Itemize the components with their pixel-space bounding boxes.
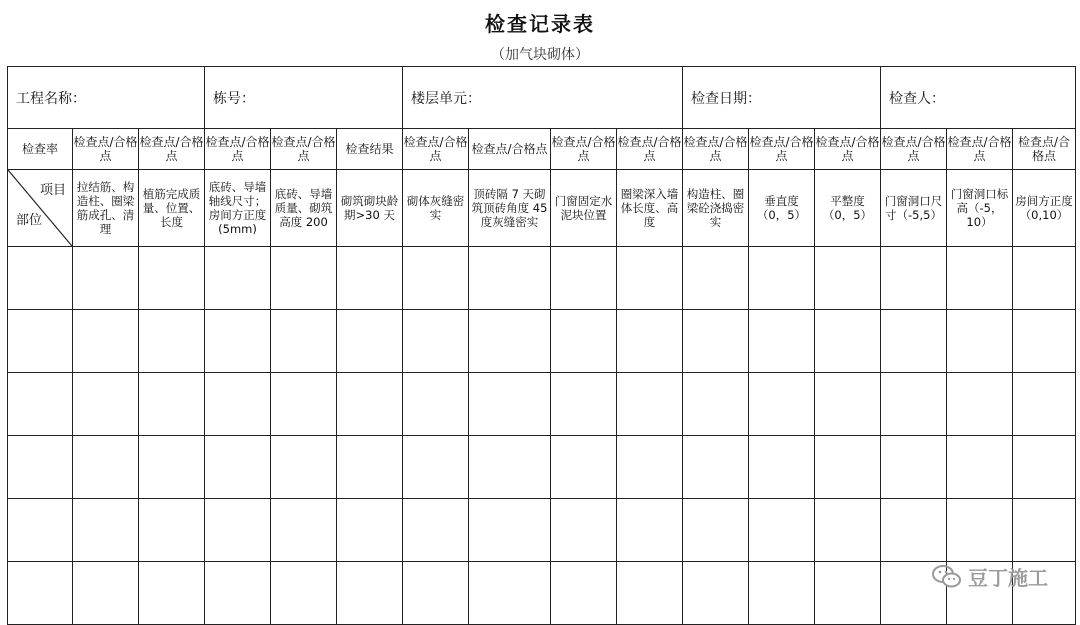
record-cell[interactable] [469,310,551,373]
item-description: 底砖、导墙质量、砌筑高度 200 [271,170,337,247]
column-header: 检查点/合格点 [947,129,1013,170]
record-cell[interactable] [881,310,947,373]
record-cell[interactable] [1013,247,1076,310]
record-cell[interactable] [205,436,271,499]
record-cell[interactable] [1013,310,1076,373]
item-description: 砌筑砌块龄期>30 天 [337,170,403,247]
check-date-cell: 检查日期： [683,67,881,129]
building-no-cell: 栋号： [205,67,403,129]
record-cell[interactable] [8,436,73,499]
record-cell[interactable] [617,310,683,373]
record-cell[interactable] [469,436,551,499]
record-cell[interactable] [337,310,403,373]
record-cell[interactable] [815,562,881,625]
record-cell[interactable] [139,436,205,499]
column-header: 检查点/合格点 [617,129,683,170]
column-header: 检查结果 [337,129,403,170]
record-cell[interactable] [683,247,749,310]
record-cell[interactable] [73,499,139,562]
item-description: 垂直度（0，5） [749,170,815,247]
record-cell[interactable] [337,562,403,625]
table-row [8,562,1076,625]
record-cell[interactable] [881,373,947,436]
record-cell[interactable] [403,373,469,436]
record-cell[interactable] [551,310,617,373]
record-cell[interactable] [749,247,815,310]
record-cell[interactable] [749,310,815,373]
record-cell[interactable] [469,247,551,310]
column-header: 检查点/合格点 [205,129,271,170]
record-cell[interactable] [947,373,1013,436]
record-cell[interactable] [749,562,815,625]
record-cell[interactable] [469,562,551,625]
column-header: 检查点/合格点 [551,129,617,170]
item-location-header [8,170,73,247]
item-description: 拉结筋、构造柱、圈梁筋成孔、清理 [73,170,139,247]
record-cell[interactable] [815,373,881,436]
record-cell[interactable] [73,436,139,499]
record-cell[interactable] [551,247,617,310]
project-name-cell: 工程名称： [8,67,205,129]
record-cell[interactable] [73,310,139,373]
record-cell[interactable] [73,373,139,436]
record-cell[interactable] [749,499,815,562]
record-cell[interactable] [205,247,271,310]
record-cell[interactable] [947,436,1013,499]
record-cell[interactable] [683,562,749,625]
record-cell[interactable] [749,373,815,436]
column-header: 检查点/合格点 [403,129,469,170]
item-description: 门窗洞口标高（-5，10） [947,170,1013,247]
column-header: 检查点/合格点 [139,129,205,170]
record-cell[interactable] [881,436,947,499]
record-cell[interactable] [139,310,205,373]
record-cell[interactable] [617,562,683,625]
record-cell[interactable] [617,373,683,436]
watermark-text: 豆丁施工 [968,566,1048,590]
location-label: 部位 [16,213,43,228]
column-header: 检查点/合格点 [815,129,881,170]
record-cell[interactable] [683,499,749,562]
record-cell[interactable] [551,373,617,436]
record-cell[interactable] [881,247,947,310]
record-cell[interactable] [337,436,403,499]
record-cell[interactable] [947,499,1013,562]
column-header: 检查点/合格点 [1013,129,1076,170]
inspector-cell: 检查人： [881,67,1076,129]
record-cell[interactable] [947,310,1013,373]
record-cell[interactable] [551,499,617,562]
item-description: 底砖、导墙轴线尺寸；房间方正度(5mm) [205,170,271,247]
record-cell[interactable] [8,373,73,436]
record-cell[interactable] [337,373,403,436]
record-cell[interactable] [271,373,337,436]
record-cell[interactable] [139,373,205,436]
page-subtitle: （加气块砌体） [491,47,589,63]
table-row [8,436,1076,499]
item-description: 顶砖隔 7 天砌筑顶砖角度 45 度灰缝密实 [469,170,551,247]
item-description: 房间方正度（0,10） [1013,170,1076,247]
record-cell[interactable] [683,436,749,499]
column-header: 检查点/合格点 [683,129,749,170]
record-cell[interactable] [8,499,73,562]
record-cell[interactable] [139,247,205,310]
item-label: 项目 [39,183,66,198]
record-cell[interactable] [947,247,1013,310]
record-cell[interactable] [1013,436,1076,499]
item-description: 植筋完成质量、位置、长度 [139,170,205,247]
record-cell[interactable] [139,499,205,562]
record-cell[interactable] [403,247,469,310]
record-cell[interactable] [551,562,617,625]
record-cell[interactable] [8,247,73,310]
record-cell[interactable] [205,499,271,562]
record-cell[interactable] [815,247,881,310]
record-cell[interactable] [271,247,337,310]
record-cell[interactable] [749,436,815,499]
record-cell[interactable] [403,436,469,499]
item-description: 门窗固定水泥块位置 [551,170,617,247]
record-cell[interactable] [205,373,271,436]
record-cell[interactable] [617,436,683,499]
table-row [8,247,1076,310]
inspection-table [7,66,1076,625]
record-cell[interactable] [683,310,749,373]
record-cell[interactable] [403,310,469,373]
record-cell[interactable] [271,562,337,625]
record-cell[interactable] [683,373,749,436]
record-cell[interactable] [617,499,683,562]
diagonal-line [8,170,72,246]
column-header: 检查点/合格点 [881,129,947,170]
table-row [8,499,1076,562]
item-description: 构造柱、圈梁砼浇捣密实 [683,170,749,247]
record-cell[interactable] [8,562,73,625]
table-row [8,310,1076,373]
item-description: 砌体灰缝密实 [403,170,469,247]
record-cell[interactable] [337,247,403,310]
record-cell[interactable] [73,562,139,625]
page-title: 检查记录表 [485,12,595,36]
item-description: 门窗洞口尺寸（-5,5） [881,170,947,247]
record-cell[interactable] [1013,499,1076,562]
record-cell[interactable] [271,499,337,562]
watermark [932,562,1048,591]
record-cell[interactable] [815,499,881,562]
column-header: 检查点/合格点 [469,129,551,170]
record-cell[interactable] [469,373,551,436]
column-header: 检查点/合格点 [749,129,815,170]
record-cell[interactable] [1013,373,1076,436]
record-cell[interactable] [139,562,205,625]
wechat-icon [932,564,962,590]
column-header: 检查点/合格点 [271,129,337,170]
record-cell[interactable] [73,247,139,310]
table-row [8,373,1076,436]
record-cell[interactable] [815,310,881,373]
record-cell[interactable] [205,562,271,625]
check-rate-header: 检查率 [8,129,73,170]
record-cell[interactable] [403,499,469,562]
record-cell[interactable] [469,499,551,562]
record-cell[interactable] [271,310,337,373]
record-cell[interactable] [271,436,337,499]
record-cell[interactable] [337,499,403,562]
record-cell[interactable] [617,247,683,310]
item-description: 平整度（0，5） [815,170,881,247]
record-cell[interactable] [8,310,73,373]
record-cell[interactable] [815,436,881,499]
record-cell[interactable] [881,499,947,562]
record-cell[interactable] [551,436,617,499]
floor-unit-cell: 楼层单元： [403,67,683,129]
column-header: 检查点/合格点 [73,129,139,170]
item-description: 圈梁深入墙体长度、高度 [617,170,683,247]
record-cell[interactable] [205,310,271,373]
record-cell[interactable] [403,562,469,625]
